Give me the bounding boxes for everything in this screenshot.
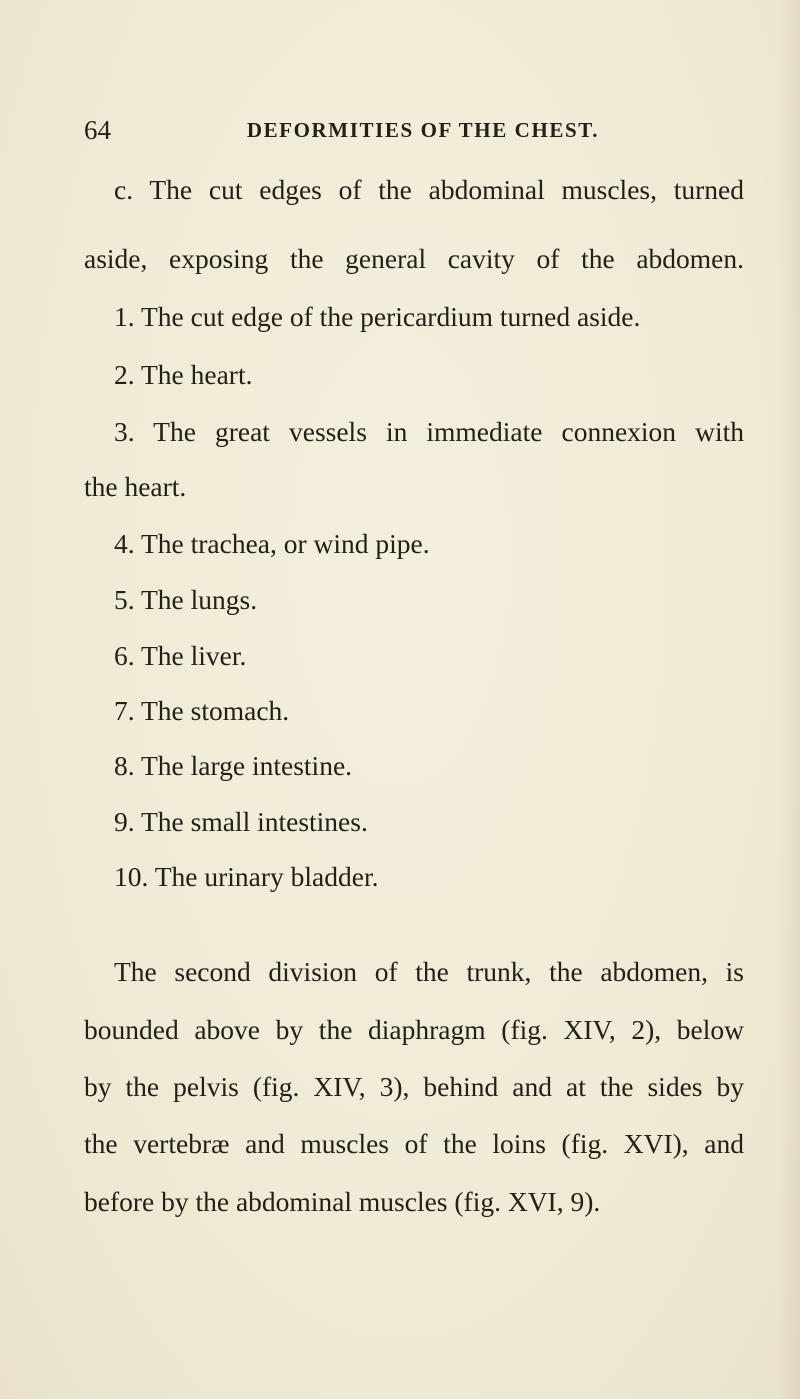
legend-item-5: 5. The lungs.: [114, 584, 258, 615]
paragraph-line: The second division of the trunk, the abdomen, is: [114, 956, 744, 987]
legend-item-1: 1. The cut edge of the pericardium turned aside.: [114, 301, 641, 332]
legend-item-4: 4. The trachea, or wind pipe.: [114, 528, 430, 559]
legend-item-7: 7. The stomach.: [114, 695, 290, 726]
legend-item-3-cont: the heart.: [84, 471, 187, 502]
running-title: DEFORMITIES OF THE CHEST.: [246, 118, 600, 142]
paragraph-line: the vertebræ and muscles of the loins (fig. XVI), and: [84, 1128, 744, 1159]
legend-item-2: 2. The heart.: [114, 359, 253, 390]
paragraph-line: before by the abdominal muscles (fig. XVI, 9).: [84, 1186, 601, 1217]
page-number: 64: [84, 115, 111, 145]
legend-item-6: 6. The liver.: [114, 640, 247, 671]
page-edge-shadow: [778, 0, 800, 1399]
page-header: [84, 112, 744, 148]
legend-line: aside, exposing the general cavity of the abdomen.: [84, 243, 744, 274]
paragraph-line: bounded above by the diaphragm (fig. XIV, 2), below: [84, 1014, 744, 1045]
paragraph-line: by the pelvis (fig. XIV, 3), behind and at the sides by: [84, 1071, 744, 1102]
legend-item-8: 8. The large intestine.: [114, 750, 353, 781]
legend-item-3: 3. The great vessels in immediate connexion with: [114, 416, 744, 447]
legend-line: c. The cut edges of the abdominal muscles, turned: [114, 174, 744, 205]
legend-item-9: 9. The small intestines.: [114, 806, 368, 837]
legend-item-10: 10. The urinary bladder.: [114, 861, 379, 892]
